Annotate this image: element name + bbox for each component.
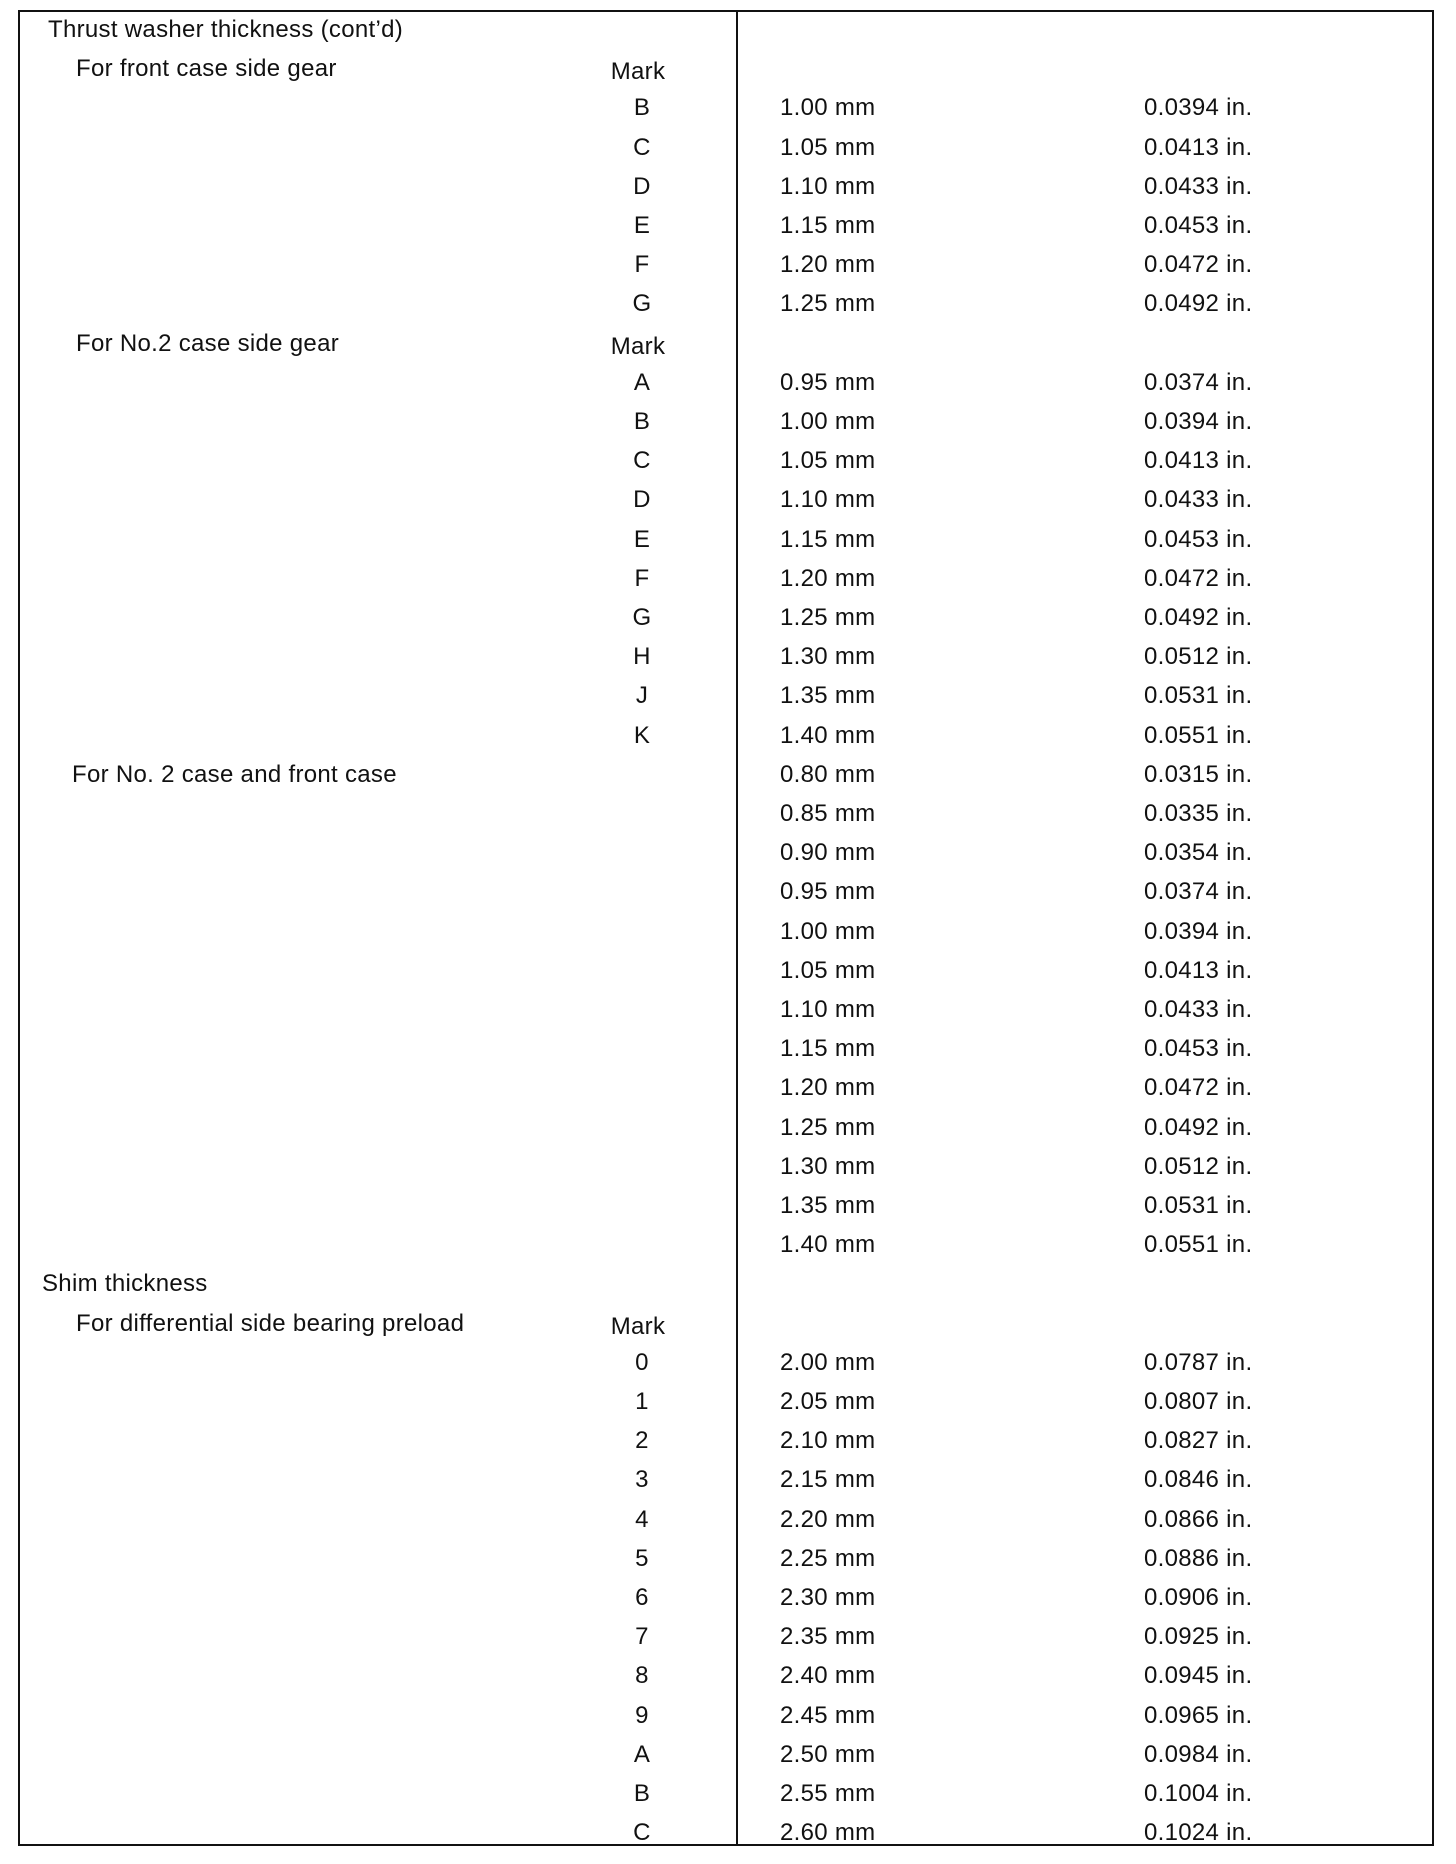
section-header: Shim thickness xyxy=(42,1270,208,1298)
row-thickness-mm: 1.00 mm xyxy=(780,917,876,945)
row-mark: 3 xyxy=(635,1466,649,1494)
row-thickness-in: 0.0492 in. xyxy=(1144,604,1253,631)
row-thickness-in: 0.0787 in. xyxy=(1144,1348,1253,1376)
row-thickness-in: 0.0492 in. xyxy=(1144,1113,1253,1141)
row-thickness-in: 0.0394 in. xyxy=(1144,94,1253,122)
row-thickness-mm: 2.00 mm xyxy=(780,1348,876,1376)
row-mark: D xyxy=(633,486,651,514)
row-mark: E xyxy=(633,212,651,239)
subsection-label: For differential side bearing preload xyxy=(76,1309,465,1337)
row-thickness-mm: 1.00 mm xyxy=(780,408,876,435)
row-thickness-mm: 0.80 mm xyxy=(780,760,876,788)
row-thickness-mm: 2.20 mm xyxy=(780,1505,876,1533)
row-thickness-mm: 1.35 mm xyxy=(780,682,876,710)
row-mark: D xyxy=(633,172,651,200)
row-thickness-in: 0.0984 in. xyxy=(1144,1740,1253,1768)
row-thickness-mm: 1.15 mm xyxy=(780,1035,876,1063)
section-header: Thrust washer thickness (cont’d) xyxy=(48,16,404,43)
row-thickness-mm: 1.10 mm xyxy=(780,996,876,1023)
row-thickness-in: 0.0531 in. xyxy=(1144,682,1253,710)
row-mark: H xyxy=(633,643,651,671)
row-thickness-in: 0.0453 in. xyxy=(1144,525,1253,553)
row-thickness-mm: 2.10 mm xyxy=(780,1427,876,1455)
row-thickness-mm: 1.20 mm xyxy=(780,1074,876,1102)
row-thickness-mm: 1.25 mm xyxy=(780,604,876,631)
row-thickness-mm: 0.95 mm xyxy=(780,368,876,396)
row-thickness-in: 0.0512 in. xyxy=(1144,643,1253,671)
row-mark: G xyxy=(632,604,652,631)
row-thickness-mm: 1.35 mm xyxy=(780,1192,876,1219)
row-thickness-in: 0.0315 in. xyxy=(1144,760,1253,788)
row-mark: 8 xyxy=(635,1662,649,1690)
row-thickness-mm: 0.95 mm xyxy=(780,878,876,906)
row-thickness-mm: 0.90 mm xyxy=(780,839,876,867)
row-thickness-mm: 2.50 mm xyxy=(780,1740,876,1768)
row-mark: B xyxy=(633,408,651,435)
row-thickness-mm: 2.05 mm xyxy=(780,1388,876,1415)
row-mark: 2 xyxy=(635,1427,649,1455)
row-thickness-mm: 1.30 mm xyxy=(780,1152,876,1180)
row-thickness-mm: 2.45 mm xyxy=(780,1701,876,1729)
row-mark: C xyxy=(633,133,651,161)
row-thickness-in: 0.0433 in. xyxy=(1144,996,1253,1023)
row-thickness-mm: 1.30 mm xyxy=(780,643,876,671)
row-mark: 9 xyxy=(635,1701,649,1729)
row-thickness-mm: 1.10 mm xyxy=(780,486,876,514)
row-thickness-in: 0.0453 in. xyxy=(1144,1035,1253,1063)
row-thickness-mm: 2.60 mm xyxy=(780,1819,876,1847)
row-mark: 4 xyxy=(635,1505,649,1533)
row-thickness-mm: 1.05 mm xyxy=(780,133,876,161)
row-thickness-in: 0.0551 in. xyxy=(1144,1231,1253,1259)
row-thickness-in: 0.0965 in. xyxy=(1144,1701,1253,1729)
row-thickness-mm: 1.25 mm xyxy=(780,290,876,318)
row-thickness-mm: 2.25 mm xyxy=(780,1544,876,1572)
row-thickness-mm: 2.40 mm xyxy=(780,1662,876,1690)
row-thickness-mm: 0.85 mm xyxy=(780,800,876,827)
row-mark: C xyxy=(633,1819,651,1847)
row-thickness-in: 0.0413 in. xyxy=(1144,956,1253,984)
row-thickness-in: 0.1024 in. xyxy=(1144,1819,1253,1847)
row-thickness-mm: 1.25 mm xyxy=(780,1113,876,1141)
row-thickness-in: 0.0453 in. xyxy=(1144,212,1253,239)
row-thickness-in: 0.0925 in. xyxy=(1144,1623,1253,1651)
row-mark: K xyxy=(633,721,651,749)
row-thickness-mm: 1.40 mm xyxy=(780,1231,876,1259)
subsection-label: For No.2 case side gear xyxy=(76,329,340,357)
row-thickness-in: 0.0433 in. xyxy=(1144,486,1253,514)
row-mark: E xyxy=(633,525,651,553)
row-mark: F xyxy=(634,251,650,279)
row-thickness-mm: 1.15 mm xyxy=(780,525,876,553)
row-thickness-in: 0.0472 in. xyxy=(1144,564,1253,592)
row-thickness-mm: 1.15 mm xyxy=(780,212,876,239)
row-thickness-in: 0.0886 in. xyxy=(1144,1544,1253,1572)
row-thickness-in: 0.0906 in. xyxy=(1144,1584,1253,1611)
row-thickness-mm: 2.30 mm xyxy=(780,1584,876,1611)
row-thickness-in: 0.0374 in. xyxy=(1144,368,1253,396)
row-mark: 5 xyxy=(635,1544,649,1572)
row-thickness-in: 0.0472 in. xyxy=(1144,1074,1253,1102)
row-thickness-in: 0.0846 in. xyxy=(1144,1466,1253,1494)
row-thickness-in: 0.0512 in. xyxy=(1144,1152,1253,1180)
row-thickness-mm: 2.55 mm xyxy=(780,1780,876,1807)
row-mark: J xyxy=(635,682,649,710)
row-mark: F xyxy=(634,564,650,592)
row-mark: A xyxy=(633,368,651,396)
subsection-label: For No. 2 case and front case xyxy=(72,760,397,788)
row-mark: B xyxy=(633,1780,651,1807)
mark-column-label: Mark xyxy=(610,332,666,360)
row-thickness-in: 0.0492 in. xyxy=(1144,290,1253,318)
row-mark: B xyxy=(633,94,651,122)
row-thickness-mm: 1.00 mm xyxy=(780,94,876,122)
row-thickness-mm: 2.15 mm xyxy=(780,1466,876,1494)
row-thickness-mm: 2.35 mm xyxy=(780,1623,876,1651)
row-thickness-in: 0.0472 in. xyxy=(1144,251,1253,279)
row-thickness-in: 0.0374 in. xyxy=(1144,878,1253,906)
row-mark: C xyxy=(633,447,651,475)
row-thickness-mm: 1.05 mm xyxy=(780,447,876,475)
row-thickness-mm: 1.20 mm xyxy=(780,251,876,279)
row-thickness-in: 0.0413 in. xyxy=(1144,447,1253,475)
mark-column-label: Mark xyxy=(610,1312,666,1340)
row-thickness-in: 0.0531 in. xyxy=(1144,1192,1253,1219)
row-thickness-in: 0.0827 in. xyxy=(1144,1427,1253,1455)
row-thickness-mm: 1.20 mm xyxy=(780,564,876,592)
row-thickness-in: 0.0354 in. xyxy=(1144,839,1253,867)
row-thickness-in: 0.0866 in. xyxy=(1144,1505,1253,1533)
row-thickness-mm: 1.10 mm xyxy=(780,172,876,200)
row-mark: 6 xyxy=(635,1584,649,1611)
row-thickness-mm: 1.40 mm xyxy=(780,721,876,749)
row-mark: G xyxy=(632,290,652,318)
row-thickness-in: 0.0945 in. xyxy=(1144,1662,1253,1690)
row-thickness-mm: 1.05 mm xyxy=(780,956,876,984)
row-thickness-in: 0.0807 in. xyxy=(1144,1388,1253,1415)
row-thickness-in: 0.0394 in. xyxy=(1144,917,1253,945)
row-mark: A xyxy=(633,1740,651,1768)
subsection-label: For front case side gear xyxy=(76,55,337,83)
row-thickness-in: 0.0413 in. xyxy=(1144,133,1253,161)
row-thickness-in: 0.0433 in. xyxy=(1144,172,1253,200)
row-mark: 7 xyxy=(635,1623,649,1651)
column-divider xyxy=(736,10,738,1846)
row-thickness-in: 0.1004 in. xyxy=(1144,1780,1253,1807)
row-thickness-in: 0.0394 in. xyxy=(1144,408,1253,435)
row-mark: 0 xyxy=(635,1348,649,1376)
row-mark: 1 xyxy=(635,1388,649,1415)
mark-column-label: Mark xyxy=(610,58,666,86)
row-thickness-in: 0.0551 in. xyxy=(1144,721,1253,749)
row-thickness-in: 0.0335 in. xyxy=(1144,800,1253,827)
